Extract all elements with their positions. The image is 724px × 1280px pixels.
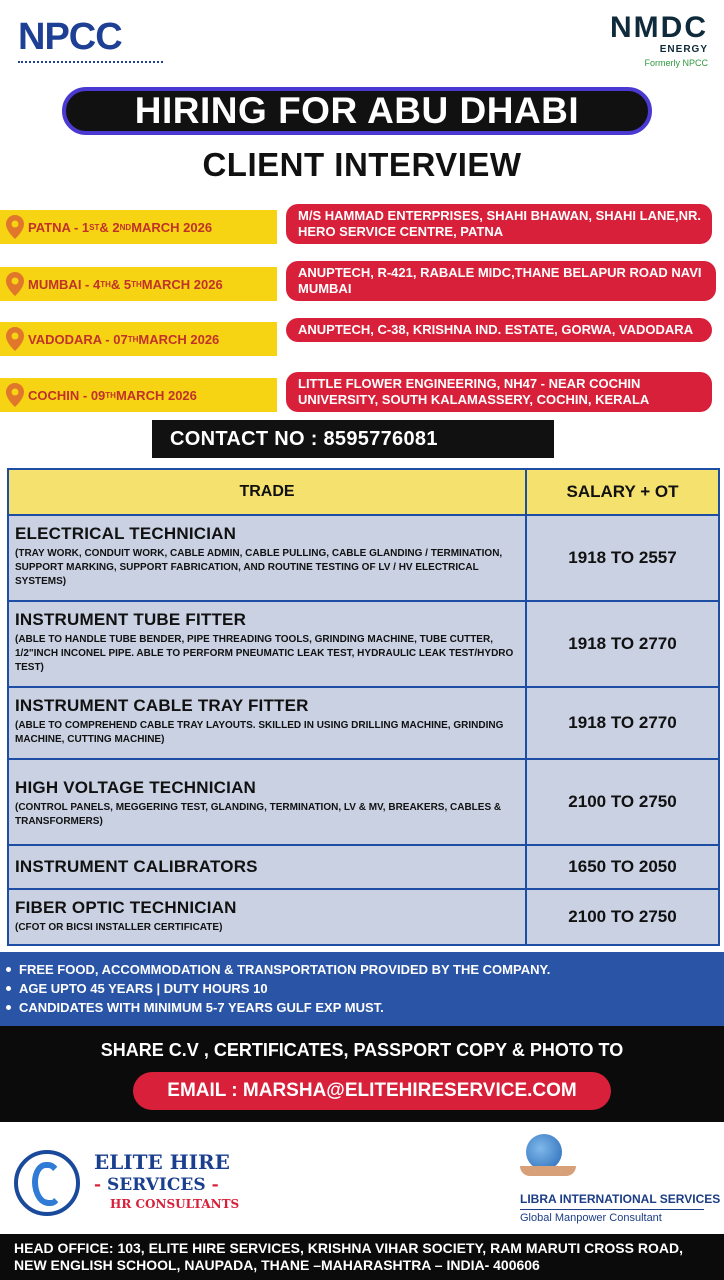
benefit-item: FREE FOOD, ACCOMMODATION & TRANSPORTATION PROVIDED BY THE COMPANY. bbox=[6, 960, 718, 979]
libra-name: LIBRA INTERNATIONAL SERVICES bbox=[520, 1192, 721, 1206]
jobs-table bbox=[7, 468, 720, 946]
elite-name: ELITE HIRE bbox=[94, 1150, 230, 1174]
trade-name: INSTRUMENT CABLE TRAY FITTER bbox=[15, 696, 309, 715]
location-date-cochin: COCHIN - 09 TH MARCH 2026 bbox=[0, 378, 277, 412]
email-address[interactable]: EMAIL : MARSHA@ELITEHIRESERVICE.COM bbox=[133, 1072, 611, 1110]
map-pin-icon bbox=[6, 215, 24, 239]
nmdc-formerly: Formerly NPCC bbox=[644, 58, 708, 68]
benefits-list bbox=[0, 952, 724, 1026]
trade-description: (ABLE TO COMPREHEND CABLE TRAY LAYOUTS. SKILLED IN USING DRILLING MACHINE, GRINDING MACHINE, CUTTING MACHINE) bbox=[15, 720, 504, 745]
trade-description: (TRAY WORK, CONDUIT WORK, CABLE ADMIN, CABLE PULLING, CABLE GLANDING / TERMINATION, SUPPORT MARKING, SUPPORT FABRICATION, AND ROUTINE TESTING OF LV / HV ELECTRICAL SYSTEMS) bbox=[15, 548, 503, 587]
trade-salary: 1918 TO 2770 bbox=[568, 634, 677, 653]
table-row bbox=[9, 514, 718, 600]
table-row bbox=[9, 844, 718, 888]
nmdc-logo-sub: ENERGY bbox=[659, 44, 708, 55]
libra-divider bbox=[520, 1209, 704, 1210]
contact-number: CONTACT NO : 8595776081 bbox=[152, 420, 554, 458]
elite-hire-logo bbox=[14, 1148, 244, 1218]
npcc-arabic-tagline bbox=[18, 61, 163, 64]
table-header-trade: TRADE bbox=[9, 470, 527, 514]
location-date-mumbai: MUMBAI - 4 TH & 5 TH MARCH 2026 bbox=[0, 267, 277, 301]
npcc-logo-text: NPCC bbox=[18, 16, 122, 58]
elite-services: - SERVICES - bbox=[94, 1175, 219, 1195]
globe-icon bbox=[526, 1134, 562, 1170]
bullet-icon bbox=[6, 1005, 11, 1010]
table-header-salary: SALARY + OT bbox=[566, 482, 679, 501]
trade-description: (ABLE TO HANDLE TUBE BENDER, PIPE THREADING TOOLS, GRINDING MACHINE, TUBE CUTTER, 1/2"INCH INCONEL PIPE. ABLE TO PERFORM PNEUMATIC LEAK TEST, HYDRAULIC LEAK TEST/HYDRO TEST) bbox=[15, 634, 514, 673]
head-office-address: HEAD OFFICE: 103, ELITE HIRE SERVICES, KRISHNA VIHAR SOCIETY, RAM MARUTI CROSS ROAD, NEW ENGLISH SCHOOL, NAUPADA, THANE –MAHARASHTRA – INDIA- 400606 bbox=[0, 1234, 724, 1280]
nmdc-logo bbox=[568, 12, 708, 74]
trade-name: FIBER OPTIC TECHNICIAN bbox=[15, 898, 237, 917]
elite-tagline: HR CONSULTANTS bbox=[110, 1197, 240, 1211]
bullet-icon bbox=[6, 967, 11, 972]
benefit-item: CANDIDATES WITH MINIMUM 5-7 YEARS GULF EXP MUST. bbox=[6, 998, 718, 1017]
bullet-icon bbox=[6, 986, 11, 991]
table-row bbox=[9, 888, 718, 944]
libra-logo bbox=[520, 1128, 721, 1228]
elite-emblem-icon bbox=[14, 1150, 80, 1216]
table-row bbox=[9, 600, 718, 686]
trade-salary: 1650 TO 2050 bbox=[568, 857, 677, 876]
share-instructions: SHARE C.V , CERTIFICATES, PASSPORT COPY & PHOTO TO bbox=[100, 1040, 624, 1060]
location-address-mumbai: ANUPTECH, R-421, RABALE MIDC,THANE BELAPUR ROAD NAVI MUMBAI bbox=[286, 261, 716, 301]
trade-salary: 2100 TO 2750 bbox=[568, 792, 677, 811]
trade-salary: 1918 TO 2770 bbox=[568, 713, 677, 732]
npcc-logo bbox=[18, 18, 168, 68]
trade-name: INSTRUMENT CALIBRATORS bbox=[15, 857, 258, 876]
map-pin-icon bbox=[6, 272, 24, 296]
hand-icon bbox=[520, 1166, 576, 1176]
table-row bbox=[9, 686, 718, 758]
location-address-cochin: LITTLE FLOWER ENGINEERING, NH47 - NEAR COCHIN UNIVERSITY, SOUTH KALAMASSERY, COCHIN, KERALA bbox=[286, 372, 712, 412]
trade-salary: 2100 TO 2750 bbox=[568, 907, 677, 926]
page-title: HIRING FOR ABU DHABI bbox=[62, 87, 652, 135]
benefit-item: AGE UPTO 45 YEARS | DUTY HOURS 10 bbox=[6, 979, 718, 998]
trade-description: (CFOT OR BICSI INSTALLER CERTIFICATE) bbox=[15, 922, 223, 933]
location-date-patna: PATNA - 1 ST & 2 ND MARCH 2026 bbox=[0, 210, 277, 244]
trade-salary: 1918 TO 2557 bbox=[568, 548, 677, 567]
location-date-vadodara: VADODARA - 07 TH MARCH 2026 bbox=[0, 322, 277, 356]
share-section bbox=[0, 1026, 724, 1122]
trade-description: (CONTROL PANELS, MEGGERING TEST, GLANDING, TERMINATION, LV & MV, BREAKERS, CABLES & TRANSFORMERS) bbox=[15, 802, 502, 827]
table-row bbox=[9, 758, 718, 844]
nmdc-logo-text: NMDC bbox=[610, 11, 708, 44]
table-header-row bbox=[9, 470, 718, 514]
trade-name: INSTRUMENT TUBE FITTER bbox=[15, 610, 247, 629]
trade-name: ELECTRICAL TECHNICIAN bbox=[15, 524, 237, 543]
trade-name: HIGH VOLTAGE TECHNICIAN bbox=[15, 778, 257, 797]
location-address-vadodara: ANUPTECH, C-38, KRISHNA IND. ESTATE, GORWA, VADODARA bbox=[286, 318, 712, 342]
map-pin-icon bbox=[6, 383, 24, 407]
page-subtitle: CLIENT INTERVIEW bbox=[202, 146, 522, 183]
libra-tagline: Global Manpower Consultant bbox=[520, 1212, 662, 1224]
map-pin-icon bbox=[6, 327, 24, 351]
location-address-patna: M/S HAMMAD ENTERPRISES, SHAHI BHAWAN, SHAHI LANE,NR. HERO SERVICE CENTRE, PATNA bbox=[286, 204, 712, 244]
